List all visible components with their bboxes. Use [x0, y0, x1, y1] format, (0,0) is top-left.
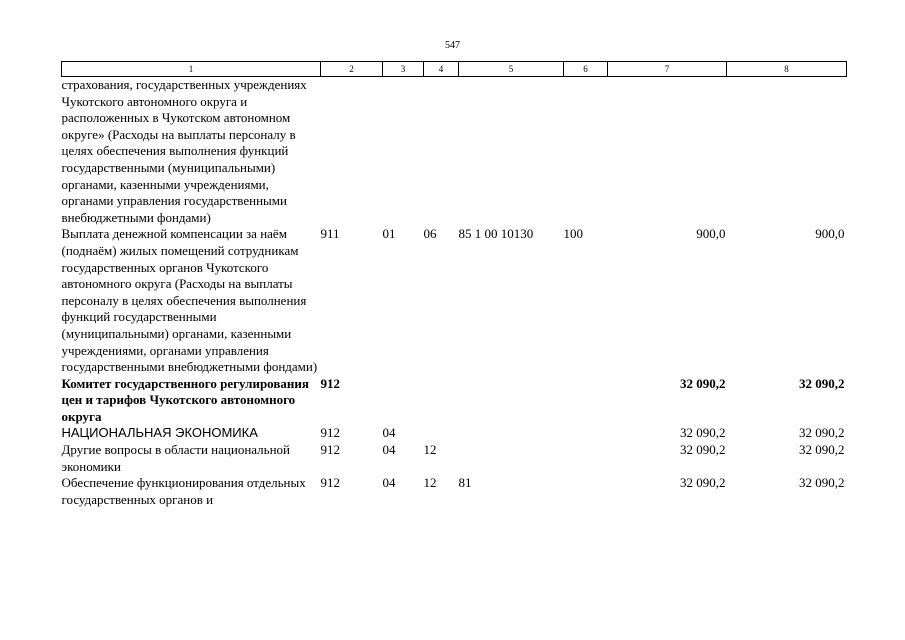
row-rz: 01 — [382, 226, 396, 242]
row-csr: 81 — [458, 475, 472, 491]
column-header-4: 4 — [424, 62, 459, 77]
row-sum-1: 32 090,2 — [680, 475, 726, 491]
row-grbs: 912 — [320, 442, 340, 458]
row-pr: 12 — [423, 442, 437, 458]
row-name: Выплата денежной компенсации за наём (поднаём) жилых помещений сотрудникам государственных органов Чукотского автономного округа (Расходы на выплаты персоналу в целях обеспечения выполнения функций государственными (муниципальными) органами, казенными учреждениями, органами управления государственными внебюджетными фондами) — [61, 226, 318, 375]
row-csr — [459, 77, 564, 227]
row-sum-2: 900,0 — [815, 226, 845, 242]
table-row — [62, 425, 847, 442]
column-header-3: 3 — [383, 62, 424, 77]
row-rz: 04 — [382, 442, 396, 458]
row-vr — [564, 376, 608, 426]
row-pr — [424, 376, 459, 426]
row-csr: 85 1 00 10130 — [458, 226, 534, 242]
row-sum-1: 900,0 — [696, 226, 726, 242]
row-sum-1: 32 090,2 — [680, 442, 726, 458]
table-row — [62, 475, 847, 508]
header-row — [62, 62, 847, 77]
row-pr: 06 — [423, 226, 437, 242]
column-header-2: 2 — [321, 62, 383, 77]
row-vr — [564, 442, 608, 475]
row-rz — [383, 376, 424, 426]
row-pr: 12 — [423, 475, 437, 491]
row-rz — [383, 77, 424, 227]
table-row — [62, 376, 847, 426]
column-header-7: 7 — [608, 62, 727, 77]
row-csr — [459, 425, 564, 442]
row-sum-1: 32 090,2 — [680, 425, 726, 441]
row-name: Другие вопросы в области национальной экономики — [61, 442, 290, 474]
row-name: Обеспечение функционирования отдельных государственных органов и — [61, 475, 306, 507]
row-vr: 100 — [563, 226, 583, 242]
row-vr — [564, 77, 608, 227]
row-csr — [459, 376, 564, 426]
row-rz: 04 — [382, 475, 396, 491]
row-name: НАЦИОНАЛЬНАЯ ЭКОНОМИКА — [61, 425, 258, 441]
row-vr — [564, 475, 608, 508]
table-row — [62, 442, 847, 475]
row-grbs: 912 — [320, 375, 340, 391]
row-sum-2: 32 090,2 — [799, 475, 845, 491]
column-header-8: 8 — [727, 62, 847, 77]
table-row — [62, 226, 847, 375]
row-grbs — [321, 77, 383, 227]
row-sum-2 — [727, 77, 847, 227]
row-grbs: 911 — [320, 226, 340, 242]
row-csr — [459, 442, 564, 475]
row-sum-1: 32 090,2 — [680, 375, 726, 391]
row-sum-1 — [608, 77, 727, 227]
column-header-6: 6 — [564, 62, 608, 77]
table-row — [62, 77, 847, 227]
page-number: 547 — [445, 40, 460, 51]
row-name: Комитет государственного регулирования цен и тарифов Чукотского автономного округа — [61, 375, 309, 424]
row-pr — [424, 77, 459, 227]
row-name: страхования, государственных учреждениях Чукотского автономного округа и расположенных в Чукотском автономном округе» (Расходы на выплаты персоналу в целях обеспечения выполнения функций государственными (муниципальными) органами, казенными учреждениями, органами управления государственными внебюджетными фондами) — [61, 77, 307, 225]
column-header-1: 1 — [62, 62, 321, 77]
row-sum-2: 32 090,2 — [799, 425, 845, 441]
row-vr — [564, 425, 608, 442]
row-pr — [424, 425, 459, 442]
row-rz: 04 — [382, 425, 396, 441]
row-grbs: 912 — [320, 425, 340, 441]
column-header-5: 5 — [459, 62, 564, 77]
budget-table — [61, 61, 847, 508]
row-grbs: 912 — [320, 475, 340, 491]
row-sum-2: 32 090,2 — [799, 375, 845, 391]
row-sum-2: 32 090,2 — [799, 442, 845, 458]
